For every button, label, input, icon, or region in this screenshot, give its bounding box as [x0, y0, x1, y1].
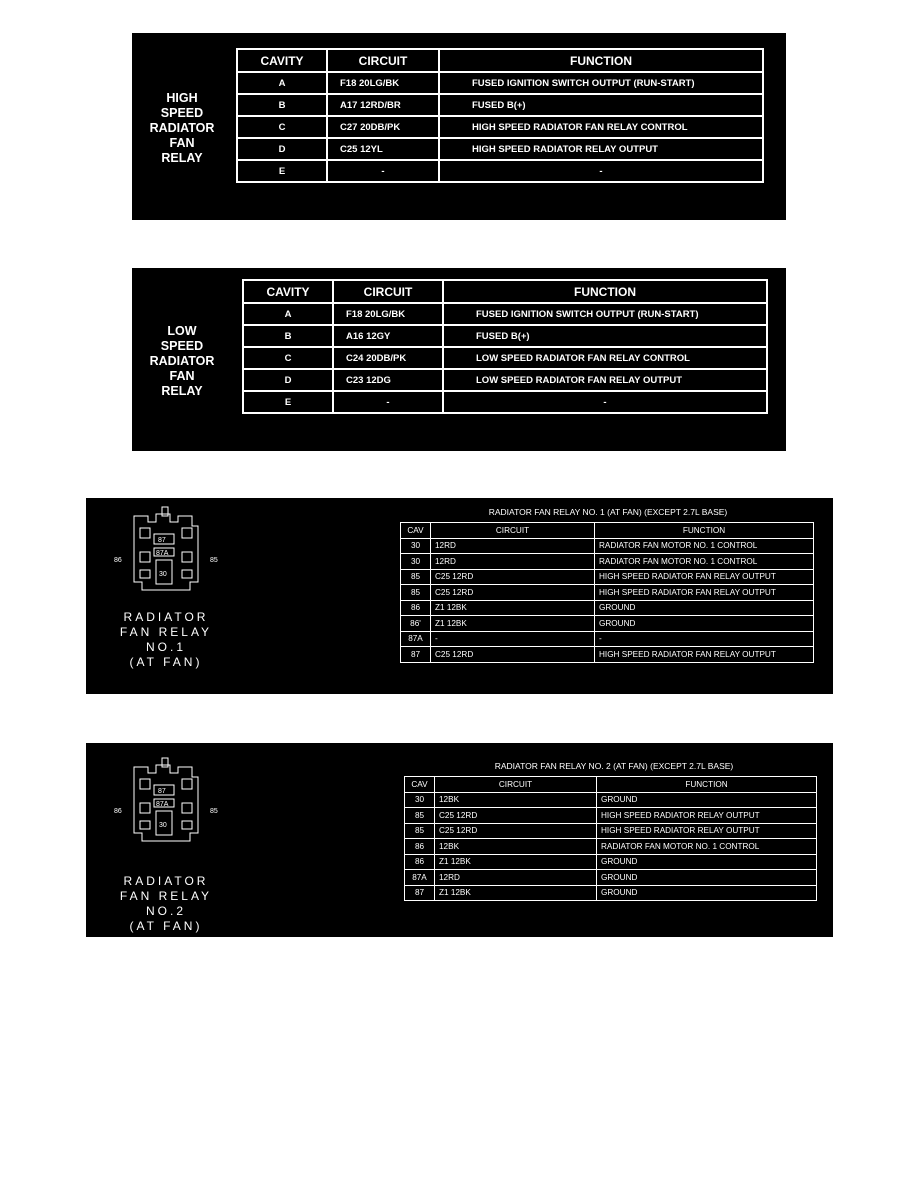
- function-cell: GROUND: [597, 870, 817, 886]
- cavity-cell: E: [243, 391, 333, 413]
- cavity-cell: D: [243, 369, 333, 391]
- function-cell: GROUND: [597, 792, 817, 808]
- function-cell: FUSED B(+): [443, 325, 767, 347]
- circuit-cell: -: [327, 160, 439, 182]
- column-header-function: FUNCTION: [595, 523, 814, 539]
- pin-85-label: 85: [210, 808, 218, 815]
- cav-cell: 30: [401, 538, 431, 554]
- pin-85-label: 85: [210, 557, 218, 564]
- function-cell: RADIATOR FAN MOTOR NO. 1 CONTROL: [595, 538, 814, 554]
- cavity-cell: E: [237, 160, 327, 182]
- function-cell: HIGH SPEED RADIATOR RELAY OUTPUT: [597, 823, 817, 839]
- circuit-cell: F18 20LG/BK: [327, 72, 439, 94]
- function-cell: LOW SPEED RADIATOR FAN RELAY CONTROL: [443, 347, 767, 369]
- circuit-cell: C25 12RD: [435, 823, 597, 839]
- column-header-cavity: CAVITY: [237, 49, 327, 72]
- column-header-function: FUNCTION: [443, 280, 767, 303]
- table-row: [243, 347, 767, 369]
- column-header-circuit: CIRCUIT: [333, 280, 443, 303]
- table-row: [401, 631, 814, 647]
- relay-no1-caption: RADIATOR FAN RELAY NO.1 (AT FAN): [119, 610, 213, 669]
- pin-87-label: 87: [158, 537, 166, 544]
- circuit-cell: Z1 12BK: [431, 616, 595, 632]
- circuit-cell: 12RD: [431, 538, 595, 554]
- function-cell: GROUND: [595, 600, 814, 616]
- circuit-cell: C25 12YL: [327, 138, 439, 160]
- table-row: [243, 325, 767, 347]
- relay-no2-table-title: RADIATOR FAN RELAY NO. 2 (AT FAN) (EXCEPT 2.7L BASE): [494, 761, 734, 771]
- table-row: [237, 160, 763, 182]
- table-row: [401, 647, 814, 663]
- pin-87a-label: 87A: [156, 550, 169, 557]
- cav-cell: 30: [405, 792, 435, 808]
- column-header-circuit: CIRCUIT: [431, 523, 595, 539]
- function-cell: RADIATOR FAN MOTOR NO. 1 CONTROL: [595, 554, 814, 570]
- low-speed-relay-table: [242, 279, 768, 414]
- function-cell: HIGH SPEED RADIATOR FAN RELAY OUTPUT: [595, 585, 814, 601]
- cav-cell: 87A: [405, 870, 435, 886]
- circuit-cell: 12BK: [435, 839, 597, 855]
- cav-cell: 86: [401, 600, 431, 616]
- cav-cell: 87: [405, 885, 435, 901]
- table-row: [405, 885, 817, 901]
- cav-cell: 85: [405, 823, 435, 839]
- table-row: [243, 303, 767, 325]
- high-speed-relay-panel: [132, 33, 786, 220]
- table-row: [237, 72, 763, 94]
- table-row: [237, 138, 763, 160]
- function-cell: -: [443, 391, 767, 413]
- function-cell: GROUND: [595, 616, 814, 632]
- function-cell: HIGH SPEED RADIATOR RELAY OUTPUT: [439, 138, 763, 160]
- circuit-cell: 12RD: [435, 870, 597, 886]
- cav-cell: 86: [405, 854, 435, 870]
- relay-no1-panel: [86, 498, 833, 694]
- circuit-cell: F18 20LG/BK: [333, 303, 443, 325]
- function-cell: LOW SPEED RADIATOR FAN RELAY OUTPUT: [443, 369, 767, 391]
- table-row: [405, 808, 817, 824]
- column-header-circuit: CIRCUIT: [327, 49, 439, 72]
- column-header-cavity: CAVITY: [243, 280, 333, 303]
- table-row: [405, 870, 817, 886]
- circuit-cell: C25 12RD: [431, 569, 595, 585]
- relay-connector-diagram: [112, 504, 224, 594]
- relay-connector-diagram: [112, 755, 224, 845]
- circuit-cell: Z1 12BK: [431, 600, 595, 616]
- pin-30-label: 30: [159, 822, 167, 829]
- cav-cell: 30: [401, 554, 431, 570]
- circuit-cell: Z1 12BK: [435, 885, 597, 901]
- circuit-cell: 12RD: [431, 554, 595, 570]
- table-row: [405, 839, 817, 855]
- circuit-cell: C25 12RD: [435, 808, 597, 824]
- table-row: [401, 554, 814, 570]
- cavity-cell: C: [237, 116, 327, 138]
- function-cell: FUSED B(+): [439, 94, 763, 116]
- circuit-cell: C25 12RD: [431, 585, 595, 601]
- circuit-cell: C25 12RD: [431, 647, 595, 663]
- cavity-cell: D: [237, 138, 327, 160]
- high-speed-relay-label: HIGH SPEED RADIATOR FAN RELAY: [149, 91, 215, 165]
- cavity-cell: B: [243, 325, 333, 347]
- table-row: [243, 391, 767, 413]
- function-cell: -: [439, 160, 763, 182]
- pin-87-label: 87: [158, 788, 166, 795]
- table-row: [401, 600, 814, 616]
- circuit-cell: -: [431, 631, 595, 647]
- cav-cell: 85: [401, 569, 431, 585]
- table-row: [405, 792, 817, 808]
- cavity-cell: A: [237, 72, 327, 94]
- circuit-cell: A16 12GY: [333, 325, 443, 347]
- table-row: [405, 854, 817, 870]
- cavity-cell: C: [243, 347, 333, 369]
- cavity-cell: B: [237, 94, 327, 116]
- function-cell: HIGH SPEED RADIATOR RELAY OUTPUT: [597, 808, 817, 824]
- table-row: [401, 538, 814, 554]
- circuit-cell: A17 12RD/BR: [327, 94, 439, 116]
- circuit-cell: C23 12DG: [333, 369, 443, 391]
- table-row: [237, 116, 763, 138]
- low-speed-relay-label: LOW SPEED RADIATOR FAN RELAY: [149, 324, 215, 398]
- relay-no2-caption: RADIATOR FAN RELAY NO.2 (AT FAN): [119, 874, 213, 933]
- cav-cell: 86: [405, 839, 435, 855]
- table-row: [243, 369, 767, 391]
- function-cell: RADIATOR FAN MOTOR NO. 1 CONTROL: [597, 839, 817, 855]
- pin-86-label: 86: [114, 808, 122, 815]
- circuit-cell: -: [333, 391, 443, 413]
- relay-no1-table: [400, 522, 814, 663]
- table-row: [405, 823, 817, 839]
- high-speed-relay-table: [236, 48, 764, 183]
- function-cell: HIGH SPEED RADIATOR FAN RELAY OUTPUT: [595, 647, 814, 663]
- pin-30-label: 30: [159, 571, 167, 578]
- function-cell: GROUND: [597, 885, 817, 901]
- table-row: [401, 569, 814, 585]
- column-header-cav: CAV: [401, 523, 431, 539]
- column-header-cav: CAV: [405, 777, 435, 793]
- cav-cell: 86': [401, 616, 431, 632]
- column-header-function: FUNCTION: [597, 777, 817, 793]
- cav-cell: 85: [401, 585, 431, 601]
- relay-no2-panel: [86, 743, 833, 937]
- cav-cell: 85: [405, 808, 435, 824]
- cav-cell: 87A: [401, 631, 431, 647]
- cav-cell: 87: [401, 647, 431, 663]
- function-cell: FUSED IGNITION SWITCH OUTPUT (RUN-START): [443, 303, 767, 325]
- table-row: [401, 585, 814, 601]
- circuit-cell: C24 20DB/PK: [333, 347, 443, 369]
- cavity-cell: A: [243, 303, 333, 325]
- table-row: [237, 94, 763, 116]
- function-cell: FUSED IGNITION SWITCH OUTPUT (RUN-START): [439, 72, 763, 94]
- pin-86-label: 86: [114, 557, 122, 564]
- circuit-cell: C27 20DB/PK: [327, 116, 439, 138]
- table-row: [401, 616, 814, 632]
- relay-no1-table-title: RADIATOR FAN RELAY NO. 1 (AT FAN) (EXCEPT 2.7L BASE): [488, 507, 728, 517]
- circuit-cell: 12BK: [435, 792, 597, 808]
- circuit-cell: Z1 12BK: [435, 854, 597, 870]
- relay-no2-table: [404, 776, 817, 901]
- column-header-circuit: CIRCUIT: [435, 777, 597, 793]
- function-cell: -: [595, 631, 814, 647]
- low-speed-relay-panel: [132, 268, 786, 451]
- column-header-function: FUNCTION: [439, 49, 763, 72]
- function-cell: GROUND: [597, 854, 817, 870]
- pin-87a-label: 87A: [156, 801, 169, 808]
- function-cell: HIGH SPEED RADIATOR FAN RELAY OUTPUT: [595, 569, 814, 585]
- function-cell: HIGH SPEED RADIATOR FAN RELAY CONTROL: [439, 116, 763, 138]
